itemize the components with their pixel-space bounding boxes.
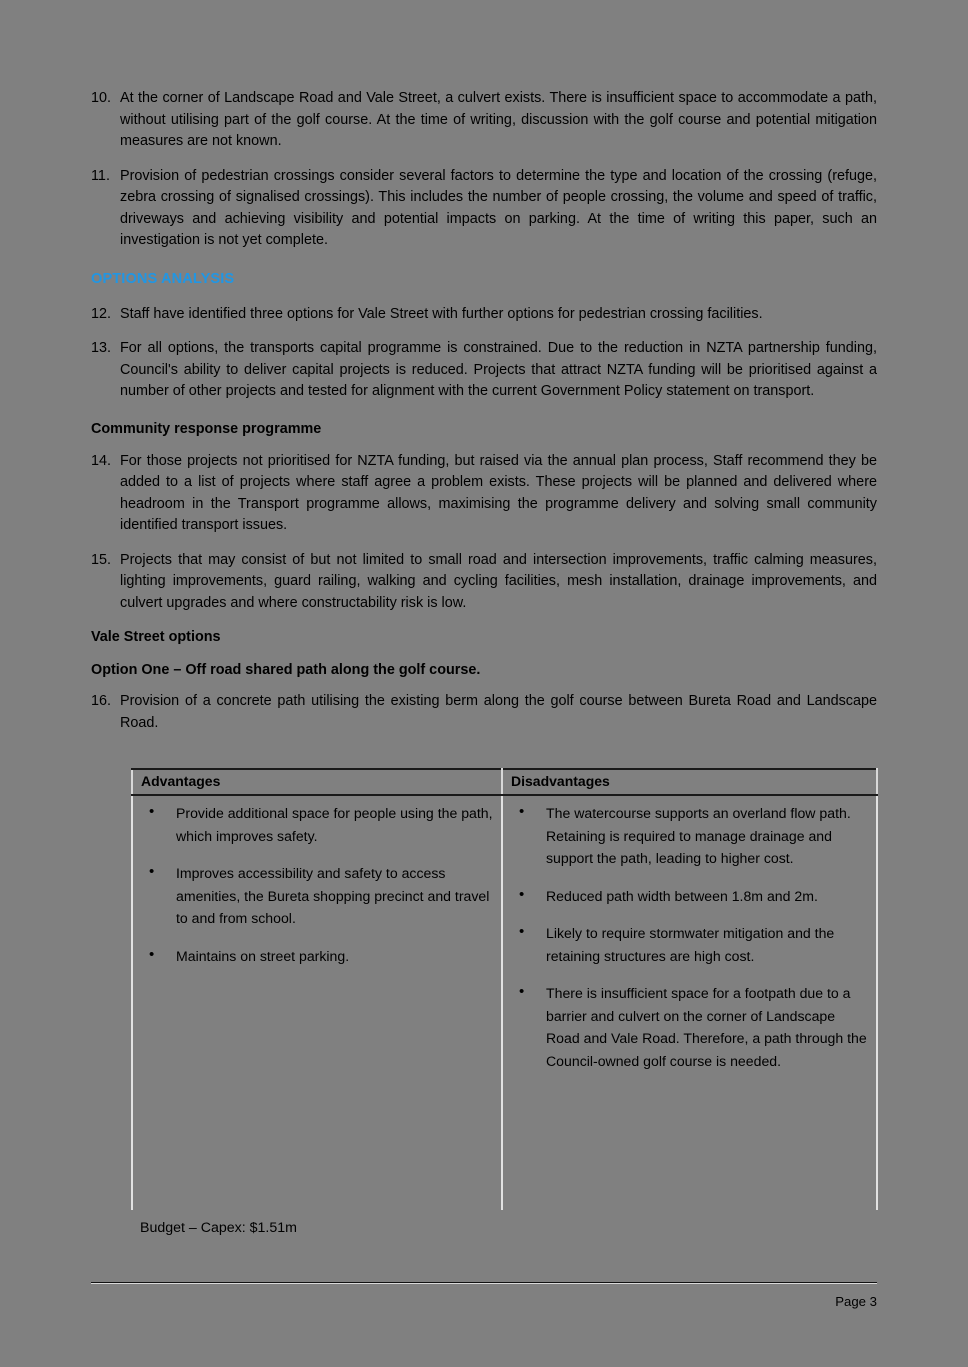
disadvantages-cell [502, 795, 877, 1210]
list-item: • Provide additional space for people using the path, which improves safety. [141, 802, 495, 847]
list-text: Projects that may consist of but not limited to small road and intersection improvements, traffic calming measures, lighting improvements, guard railing, walking and cycling facilities, mesh installation, drainage improvements, and culvert upgrades and where constructability risk is low. [120, 551, 877, 611]
list-text: Provision of pedestrian crossings consider several factors to determine the type and location of the crossing (refuge, zebra crossing of signalised crossings). This includes the number of people crossing, the volume and speed of traffic, driveways and achieving visibility and potential impacts on parking. At the time of writing this paper, such an investigation is not yet complete. [120, 167, 877, 248]
table-header-row [132, 769, 877, 795]
table-row [132, 795, 877, 1210]
document-body [91, 88, 877, 747]
numbered-paragraph-13 [91, 338, 877, 403]
list-number: 12. [91, 305, 112, 322]
list-number: 16. [91, 693, 112, 709]
list-item: • Likely to require stormwater mitigation and the retaining structures are high cost. [511, 922, 870, 967]
numbered-paragraph-10 [91, 88, 877, 153]
page-footer [91, 1282, 877, 1310]
list-item: • Maintains on street parking. [141, 945, 495, 968]
list-text: For all options, the transports capital programme is constrained. Due to the reduction in NZTA partnership funding, Council's ability to deliver capital projects is reduced. Projects that attract NZTA funding will be prioritised against a number of other projects and tested for alignment with the current Government Policy statement on transport. [120, 340, 877, 399]
list-text: At the corner of Landscape Road and Vale Street, a culvert exists. There is insufficient space to accommodate a path, without utilising part of the golf course. At the time of writing, discussion with the golf course and potential mitigation measures are not known. [120, 90, 877, 149]
advantages-list [141, 802, 495, 967]
list-number: 10. [91, 90, 112, 106]
subheading-vale-street-options: Vale Street options [91, 629, 221, 645]
list-text: Staff have identified three options for Vale Street with further options for pedestrian crossing facilities. [120, 305, 763, 322]
list-number: 13. [91, 340, 112, 356]
numbered-paragraph-12 [91, 304, 877, 326]
page-number: Page 3 [835, 1294, 877, 1309]
budget-text: Budget – Capex: $1.51m [140, 1220, 297, 1236]
list-number: 14. [91, 452, 112, 469]
subheading-option-one: Option One – Off road shared path along the golf course. [91, 662, 481, 678]
numbered-paragraph-11 [91, 166, 877, 252]
numbered-paragraph-15 [91, 550, 877, 615]
advantages-disadvantages-table [131, 768, 878, 1238]
subheading-community-response-programme: Community response programme [91, 420, 322, 437]
advantages-cell [132, 795, 502, 1210]
list-text: For those projects not prioritised for NZTA funding, but raised via the annual plan process, Staff recommend they be added to a list of projects where staff agree a problem exists. These projects will be planned and delivered where headroom in the Transport programme allows, maximising the programme delivery and solving small community identified transport issues. [120, 452, 877, 533]
numbered-paragraph-16 [91, 691, 877, 734]
column-header-disadvantages: Disadvantages [502, 769, 877, 795]
list-number: 15. [91, 551, 112, 568]
list-item: • Reduced path width between 1.8m and 2m. [511, 885, 870, 908]
list-text: Provision of a concrete path utilising the existing berm along the golf course between Bureta Road and Landscape Road. [120, 693, 877, 731]
section-heading-options-analysis: OPTIONS ANALYSIS [91, 270, 235, 287]
list-number: 11. [91, 167, 110, 184]
list-item: • Improves accessibility and safety to access amenities, the Bureta shopping precinct and travel to and from school. [141, 862, 495, 930]
column-header-advantages: Advantages [132, 769, 502, 795]
numbered-paragraph-14 [91, 451, 877, 537]
table-budget-row [132, 1210, 877, 1238]
list-item: • There is insufficient space for a footpath due to a barrier and culvert on the corner of Landscape Road and Vale Road. Therefore, a path through the Council-owned golf course is needed. [511, 982, 870, 1072]
list-item: • The watercourse supports an overland flow path. Retaining is required to manage drainage and support the path, leading to higher cost. [511, 802, 870, 870]
disadvantages-list [511, 802, 870, 1072]
advantages-disadvantages-table-container [131, 768, 876, 1238]
